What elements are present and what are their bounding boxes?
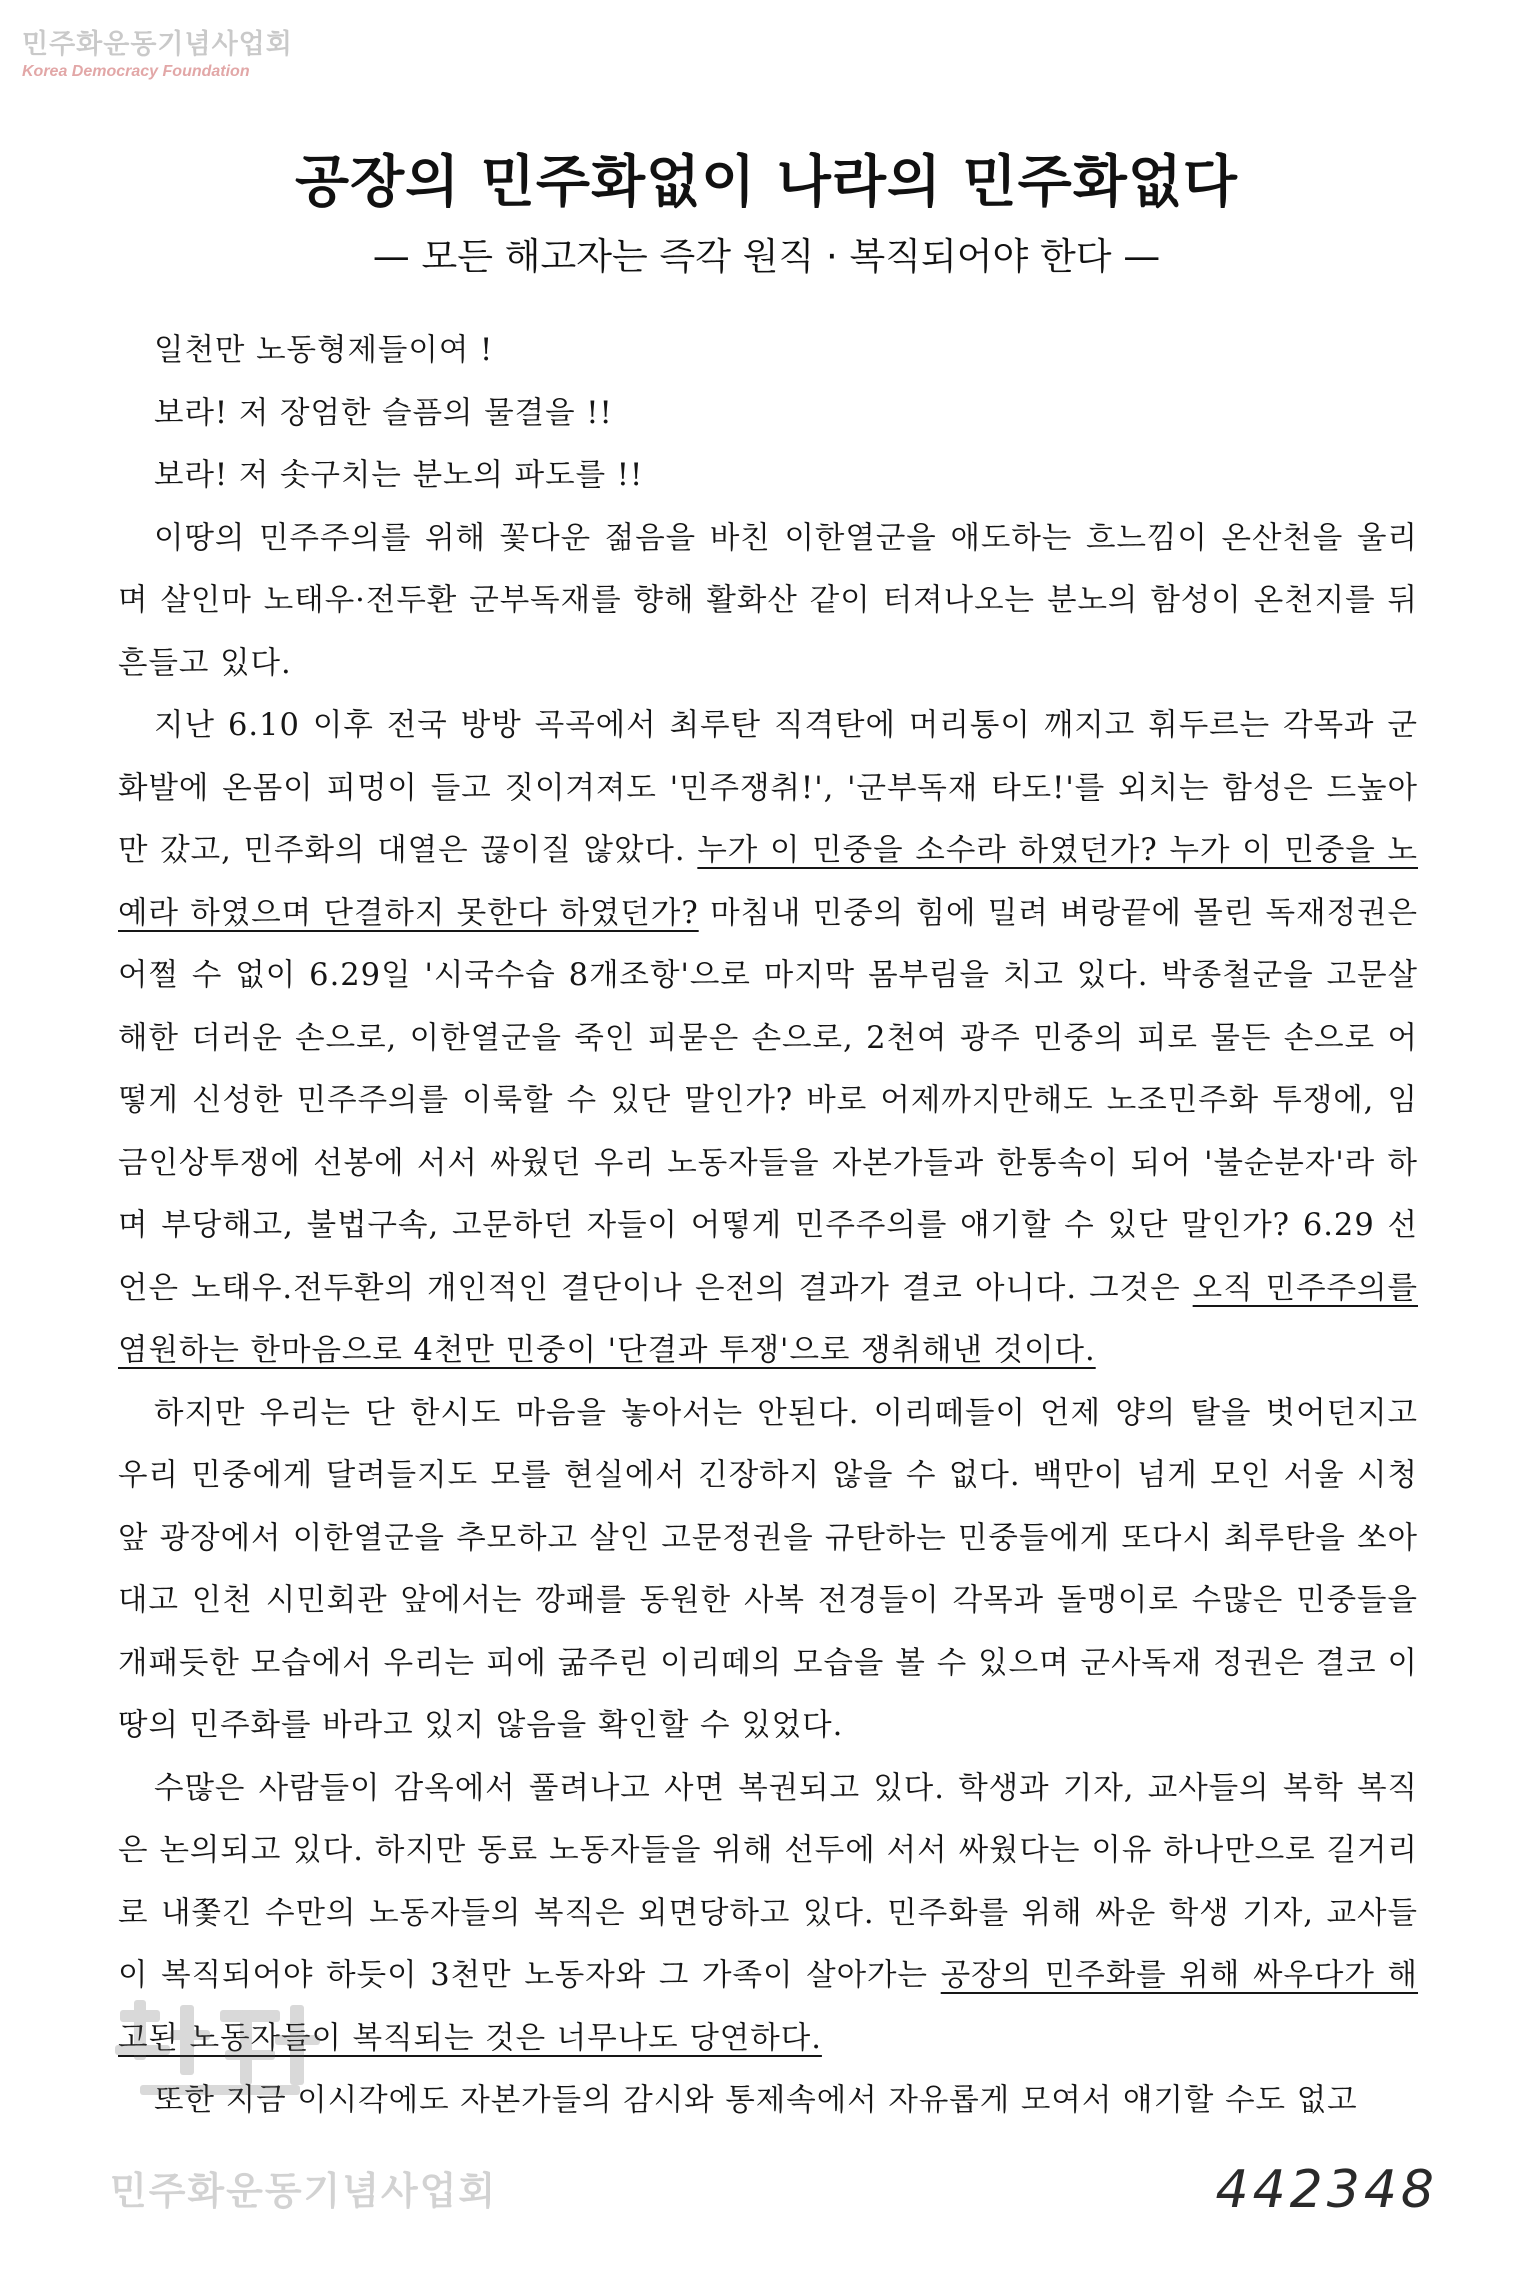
document-title: 공장의 민주화없이 나라의 민주화없다 xyxy=(294,150,1239,215)
opening-line-3: 보라! 저 솟구치는 분노의 파도를 !! xyxy=(154,458,644,493)
opening-line-2: 보라! 저 장엄한 슬픔의 물결을 !! xyxy=(154,395,613,431)
paragraph-1: 이땅의 민주주의를 위해 꽃다운 젊음을 바친 이한열군을 애도하는 흐느낌이 온산천을 울리며 살인마 노태우·전두환 군부독재를 향해 활화산 같이 터져나오는 분노의 함성이 온천지를 뒤흔들고 있다. xyxy=(118,520,1418,681)
opening-line-1: 일천만 노동형제들이여 ! xyxy=(154,333,494,368)
watermark-top xyxy=(22,22,293,81)
paragraph-3: 하지만 우리는 단 한시도 마음을 놓아서는 안된다. 이리떼들이 언제 양의 탈을 벗어던지고 우리 민중에게 달려들지도 모를 현실에서 긴장하지 않을 수 없다. 백만이 넘게 모인 서울 시청앞 광장에서 이한열군을 추모하고 살인 고문정권을 규탄하는 민중들에게 또다시 최루탄을 쏘아대고 인천 시민회관 앞에서는 깡패를 동원한 사복 전경들이 각목과 돌맹이로 수많은 민중들을 개패듯한 모습에서 우리는 피에 굶주린 이리떼의 모습을 볼 수 있으며 군사독재 정권은 결코 이땅의 민주화를 바라고 있지 않음을 확인할 수 있었다. xyxy=(118,1395,1418,1743)
watermark-bottom: 민주화운동기념사업회 xyxy=(110,2169,498,2213)
paragraph-4-text: 수많은 사람들이 감옥에서 풀려나고 사면 복권되고 있다. 학생과 기자, 교사들의 복학 복직은 논의되고 있다. 하지만 동료 노동자들을 위해 선두에 서서 싸웠다는 이유 하나만으로 길거리로 내쫓긴 수만의 노동자들의 복직은 외면당하고 있다. 민주화를 위해 싸운 학생 기자, 교사들이 복직되어야 하듯이 3천만 노동자와 그 가족이 살아가는 xyxy=(118,1770,1418,1993)
watermark-org-korean: 민주화운동기념사업회 xyxy=(22,29,293,60)
paragraph-2-underline-a: 누가 이 민중을 소수라 하였던가? 누가 이 민중을 노예라 하였으며 단결하지 못한다 하였던가? xyxy=(118,833,1418,931)
paragraph-2-underline-b: 오직 민주주의를 염원하는 한마음으로 4천만 민중이 '단결과 투쟁'으로 쟁취해낸 것이다. xyxy=(118,1270,1418,1368)
watermark-org-english: Korea Democracy Foundation xyxy=(22,63,250,80)
document-subtitle: — 모든 해고자는 즉각 원직 · 복직되어야 한다 — xyxy=(372,235,1161,278)
paragraph-4-underline: 공장의 민주화를 위해 싸우다가 해고된 노동자들이 복직되는 것은 너무나도 당연하다. xyxy=(118,1958,1419,2056)
paragraph-2 xyxy=(118,695,1418,1383)
seal-watermark-icon xyxy=(100,1990,340,2140)
document-body xyxy=(118,320,1418,2133)
paragraph-2-text-a: 지난 6.10 이후 전국 방방 곡곡에서 최루탄 직격탄에 머리통이 깨지고 휘두르는 각목과 군화발에 온몸이 피멍이 들고 짓이겨져도 '민주쟁취!', '군부독재 타도!'를 외치는 함성은 드높아만 갔고, 민주화의 대열은 끊이질 않았다. xyxy=(118,708,1418,868)
paragraph-5: 또한 지금 이시각에도 자본가들의 감시와 통제속에서 자유롭게 모여서 얘기할 수도 없고 xyxy=(154,2083,1358,2118)
document-number: 442348 xyxy=(1215,2160,1438,2220)
paragraph-2-text-b: 마침내 민중의 힘에 밀려 벼랑끝에 몰린 독재정권은 어쩔 수 없이 6.29일 '시국수습 8개조항'으로 마지막 몸부림을 치고 있다. 박종철군을 고문살해한 더러운 손으로, 이한열군을 죽인 피묻은 손으로, 2천여 광주 민중의 피로 물든 손으로 어떻게 신성한 민주주의를 이룩할 수 있단 말인가? 바로 어제까지만해도 노조민주화 투쟁에, 임금인상투쟁에 선봉에 서서 싸웠던 우리 노동자들을 자본가들과 한통속이 되어 '불순분자'라 하며 부당해고, 불법구속, 고문하던 자들이 어떻게 민주주의를 얘기할 수 있단 말인가? 6.29 선언은 노태우.전두환의 개인적인 결단이나 은전의 결과가 결코 아니다. 그것은 xyxy=(118,895,1418,1306)
